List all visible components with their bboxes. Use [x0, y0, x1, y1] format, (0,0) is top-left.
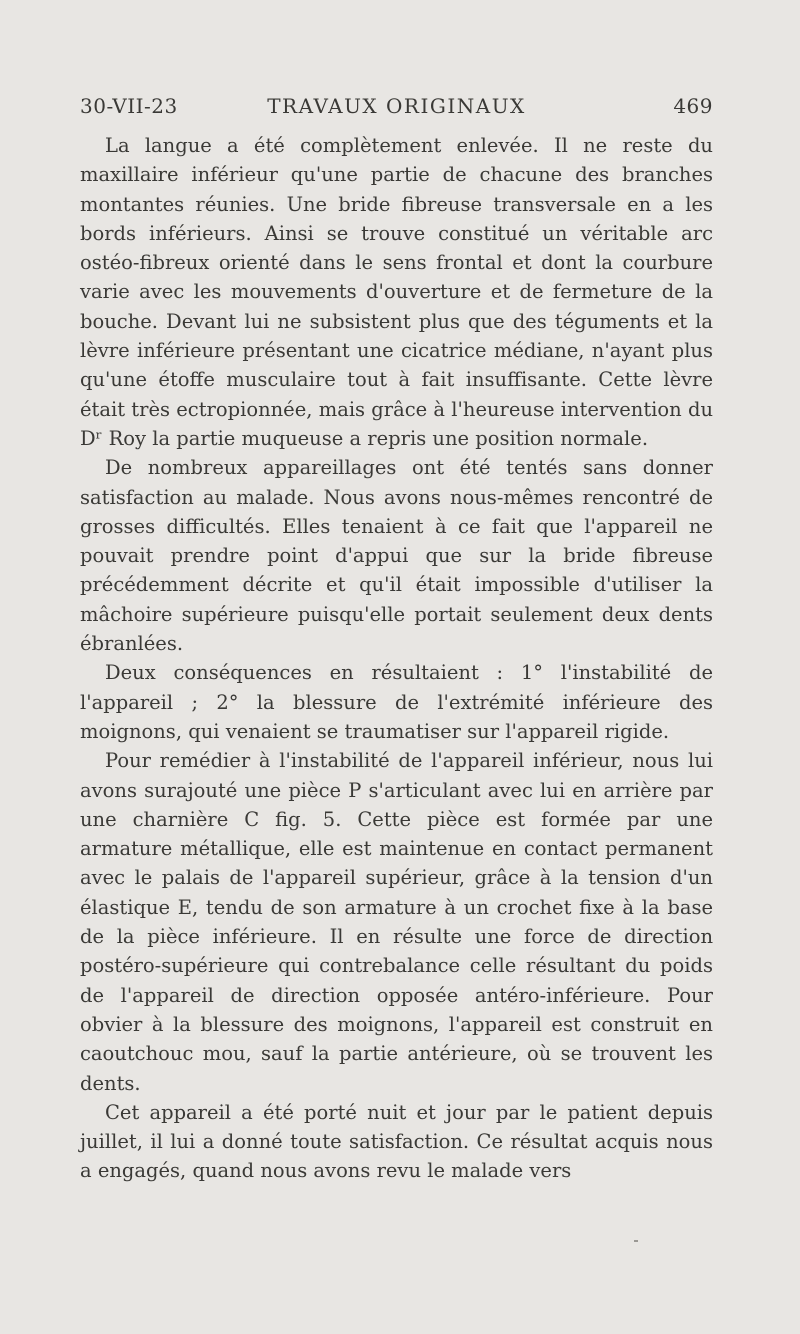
paragraph: La langue a été complètement enlevée. Il ne reste du maxillaire inférieur qu'une partie de chacune des branches montantes réunies. Une bride fibreuse transversale en a les bords inférieurs. Ainsi se trouve constitué un véritable arc ostéo-fibreux orienté dans le sens frontal et dont la courbure varie avec les mouvements d'ouverture et de fermeture de la bouche. Devant lui ne subsistent plus que des téguments et la lèvre inférieure présentant une cicatrice médiane, n'ayant plus qu'une étoffe musculaire tout à fait insuffisante. Cette lèvre était très ectropionnée, mais grâce à l'heureuse intervention du Dʳ Roy la partie muqueuse a repris une position normale. [80, 134, 713, 450]
page-number: 469 [673, 94, 713, 118]
header-section-title: TRAVAUX ORIGINAUX [267, 94, 526, 118]
paragraph: Pour remédier à l'instabilité de l'appareil inférieur, nous lui avons surajouté une pièce P s'articulant avec lui en arrière par une charnière C fig. 5. Cette pièce est formée par une armature métallique, elle est maintenue en contact permanent avec le palais de l'appareil supérieur, grâce à la tension d'un élastique E, tendu de son armature à un crochet fixe à la base de la pièce inférieure. Il en résulte une force de direction postéro-supérieure qui contrebalance celle résultant du poids de l'appareil de direction opposée antéro-inférieure. Pour obvier à la blessure des moignons, l'appareil est construit en caoutchouc mou, sauf la partie antérieure, où se trouvent les dents. [80, 749, 713, 1095]
paragraph: Cet appareil a été porté nuit et jour par le patient depuis juillet, il lui a donné toute satisfaction. Ce résultat acquis nous a engagés, quand nous avons revu le malade vers [80, 1100, 713, 1183]
paragraph: Deux conséquences en résultaient : 1° l'instabilité de l'appareil ; 2° la blessure de l'extrémité inférieure des moignons, qui venaient se traumatiser sur l'appareil rigide. [80, 661, 713, 743]
running-head [80, 94, 713, 124]
body-text [80, 131, 713, 1186]
header-date: 30-VII-23 [80, 94, 178, 118]
paper-speck [634, 1240, 638, 1242]
paragraph: De nombreux appareillages ont été tentés sans donner satisfaction au malade. Nous avons nous-mêmes rencontré de grosses difficultés. Elles tenaient à ce fait que l'appareil ne pouvait prendre point d'appui que sur la bride fibreuse précédemment décrite et qu'il était impossible d'utiliser la mâchoire supérieure puisqu'elle portait seulement deux dents ébranlées. [80, 456, 713, 656]
